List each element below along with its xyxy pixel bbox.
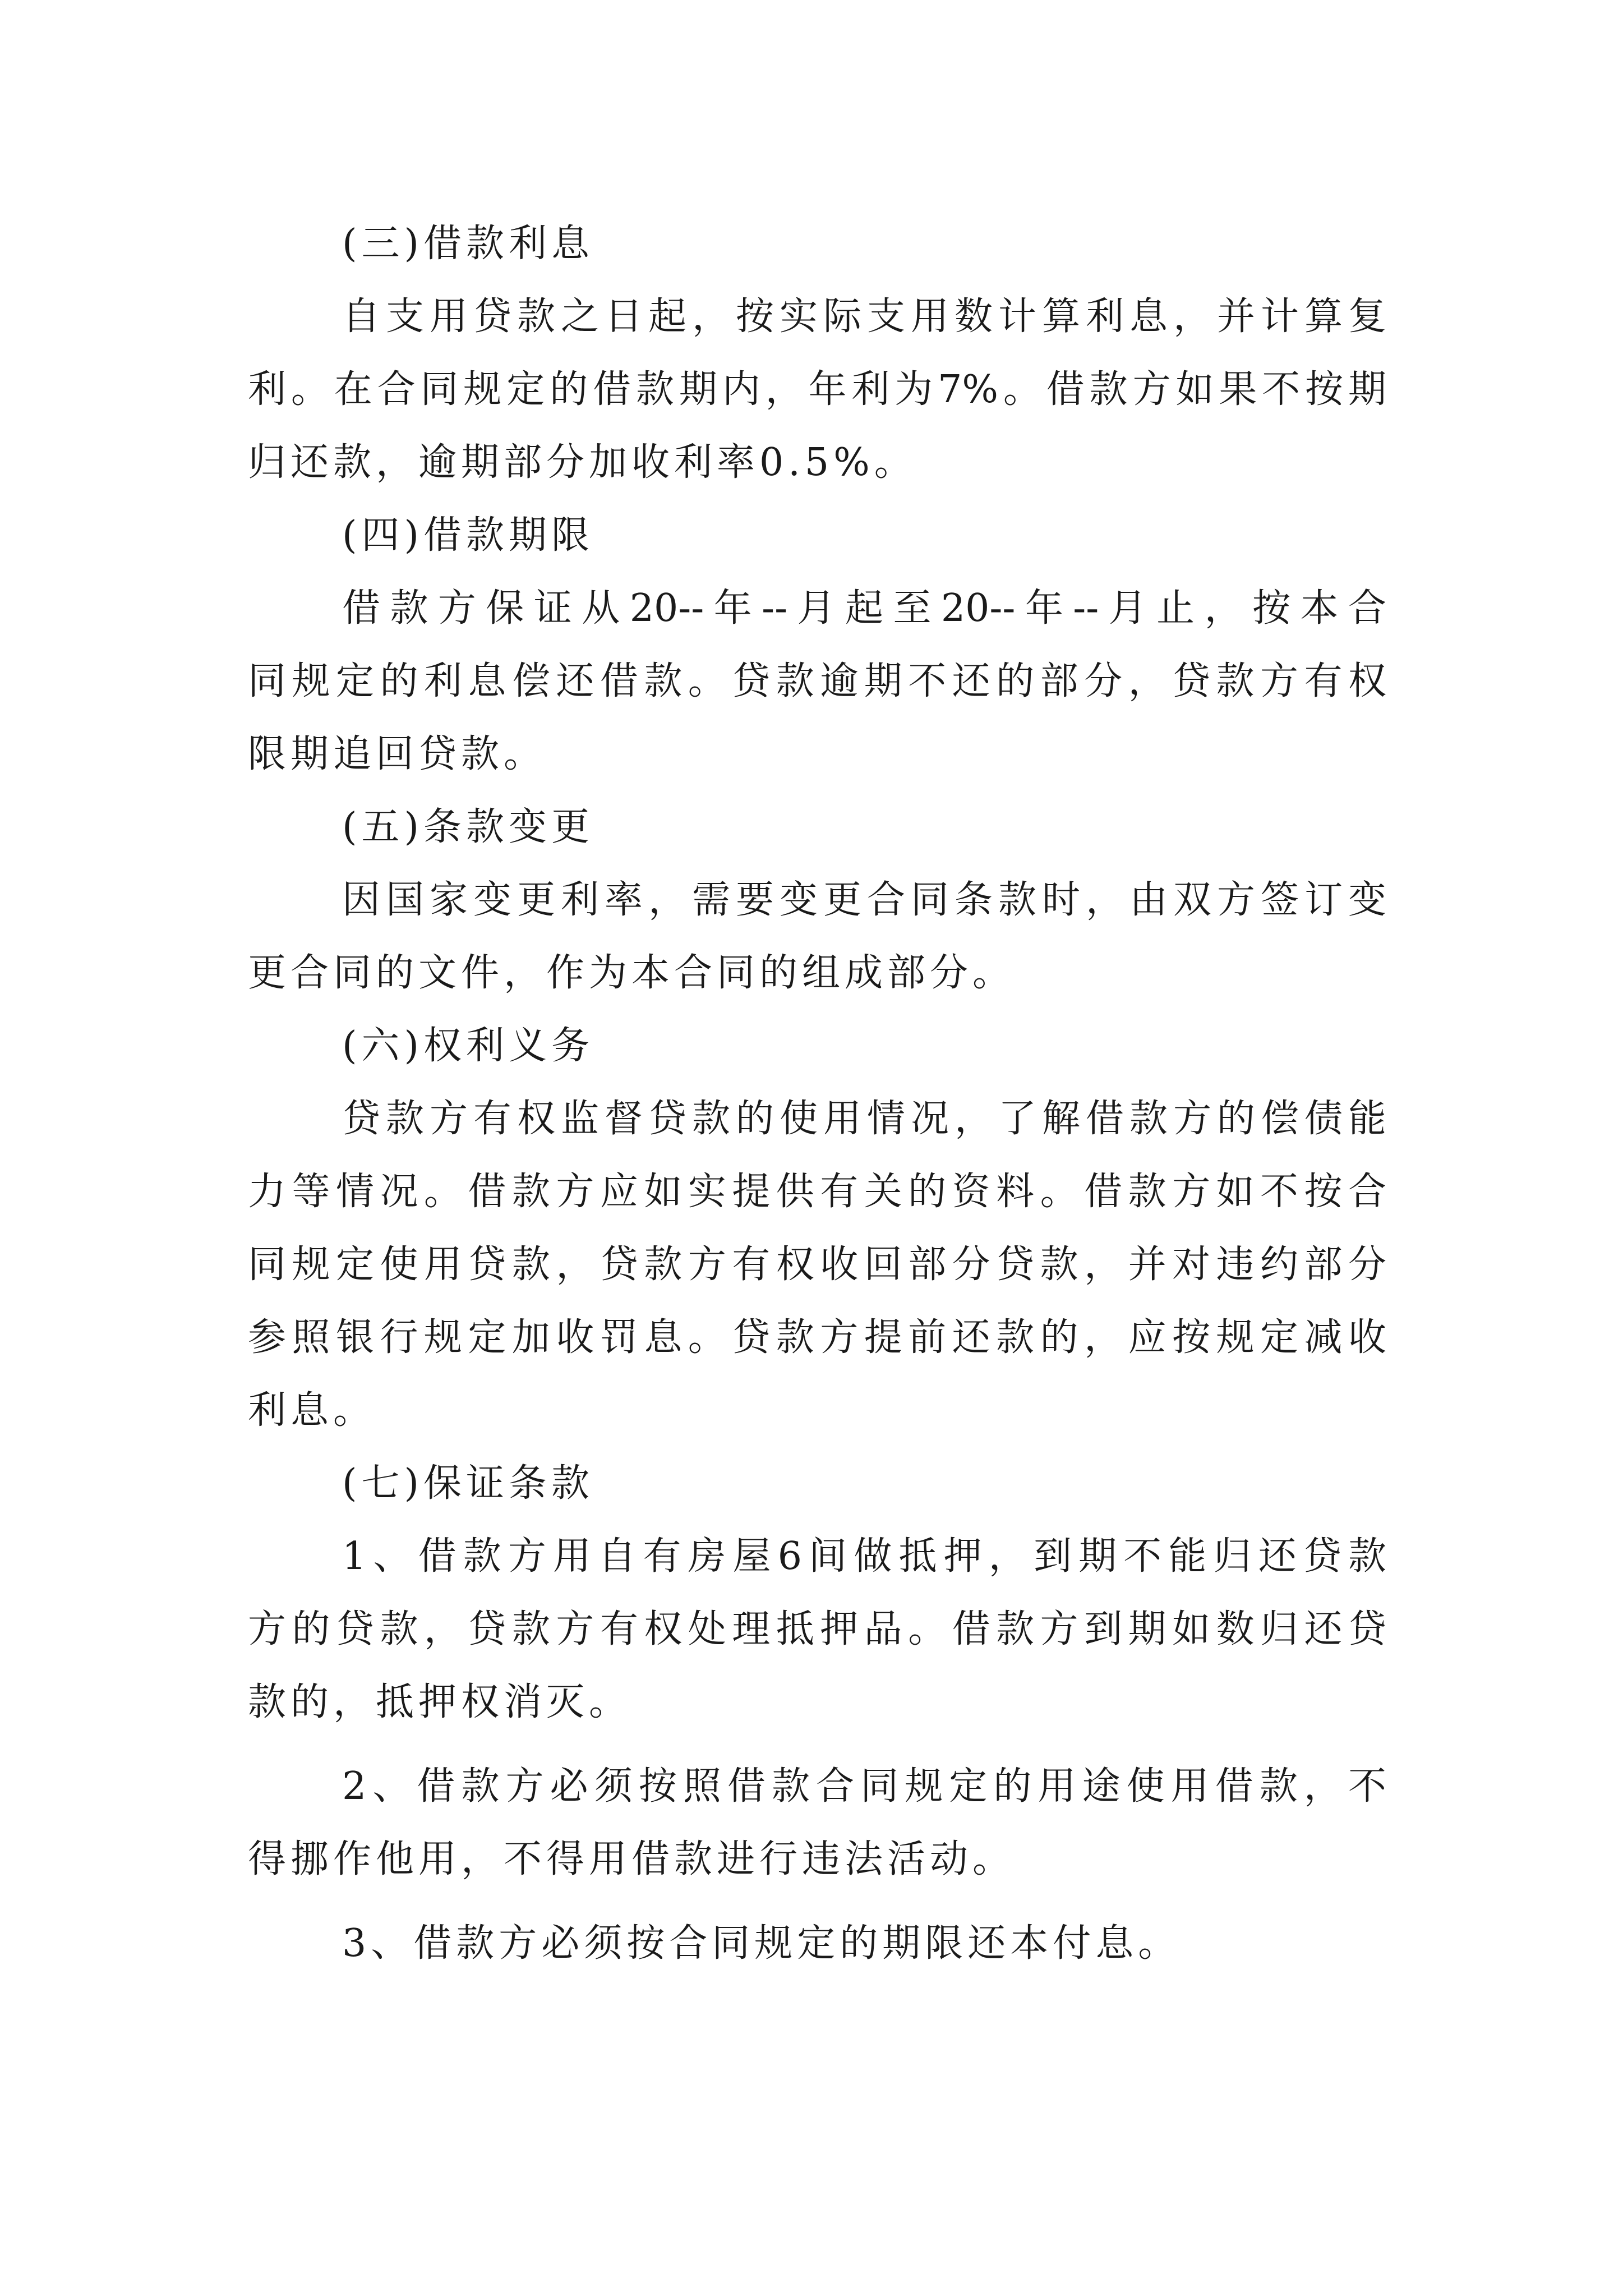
section-heading-rights: (六)权利义务 bbox=[342, 1024, 594, 1068]
section-heading-interest: (三)借款利息 bbox=[342, 222, 594, 266]
paragraph-line: 同规定使用贷款，贷款方有权收回部分贷款，并对违约部分 bbox=[248, 1243, 1386, 1287]
list-item-line: 2、借款方必须按照借款合同规定的用途使用借款，不 bbox=[342, 1764, 1386, 1809]
paragraph-line: 更合同的文件，作为本合同的组成部分。 bbox=[248, 951, 1016, 995]
paragraph-line: 贷款方有权监督贷款的使用情况，了解借款方的偿债能 bbox=[342, 1097, 1386, 1141]
section-heading-amendment: (五)条款变更 bbox=[342, 805, 594, 849]
paragraph-line: 限期追回贷款。 bbox=[248, 732, 547, 776]
list-item-line: 款的，抵押权消灭。 bbox=[248, 1680, 632, 1724]
paragraph-line: 利。在合同规定的借款期内，年利为7%。借款方如果不按期 bbox=[248, 367, 1386, 412]
paragraph-line: 力等情况。借款方应如实提供有关的资料。借款方如不按合 bbox=[248, 1170, 1386, 1214]
section-heading-term: (四)借款期限 bbox=[342, 513, 594, 558]
paragraph-line: 借款方保证从20--年--月起至20--年--月止，按本合 bbox=[342, 586, 1386, 631]
paragraph-line: 参照银行规定加收罚息。贷款方提前还款的，应按规定减收 bbox=[248, 1315, 1386, 1360]
paragraph-line: 因国家变更利率，需要变更合同条款时，由双方签订变 bbox=[342, 878, 1386, 922]
list-item-line: 3、借款方必须按合同规定的期限还本付息。 bbox=[342, 1921, 1181, 1966]
list-item-line: 1、借款方用自有房屋6间做抵押，到期不能归还贷款 bbox=[342, 1534, 1386, 1579]
paragraph-line: 归还款，逾期部分加收利率0.5%。 bbox=[248, 440, 917, 485]
section-heading-guarantee: (七)保证条款 bbox=[342, 1461, 594, 1506]
list-item-line: 方的贷款，贷款方有权处理抵押品。借款方到期如数归还贷 bbox=[248, 1607, 1386, 1651]
paragraph-line: 自支用贷款之日起，按实际支用数计算利息，并计算复 bbox=[342, 295, 1386, 339]
paragraph-line: 同规定的利息偿还借款。贷款逾期不还的部分，贷款方有权 bbox=[248, 659, 1386, 703]
paragraph-line: 利息。 bbox=[248, 1388, 376, 1433]
list-item-line: 得挪作他用，不得用借款进行违法活动。 bbox=[248, 1837, 1016, 1881]
